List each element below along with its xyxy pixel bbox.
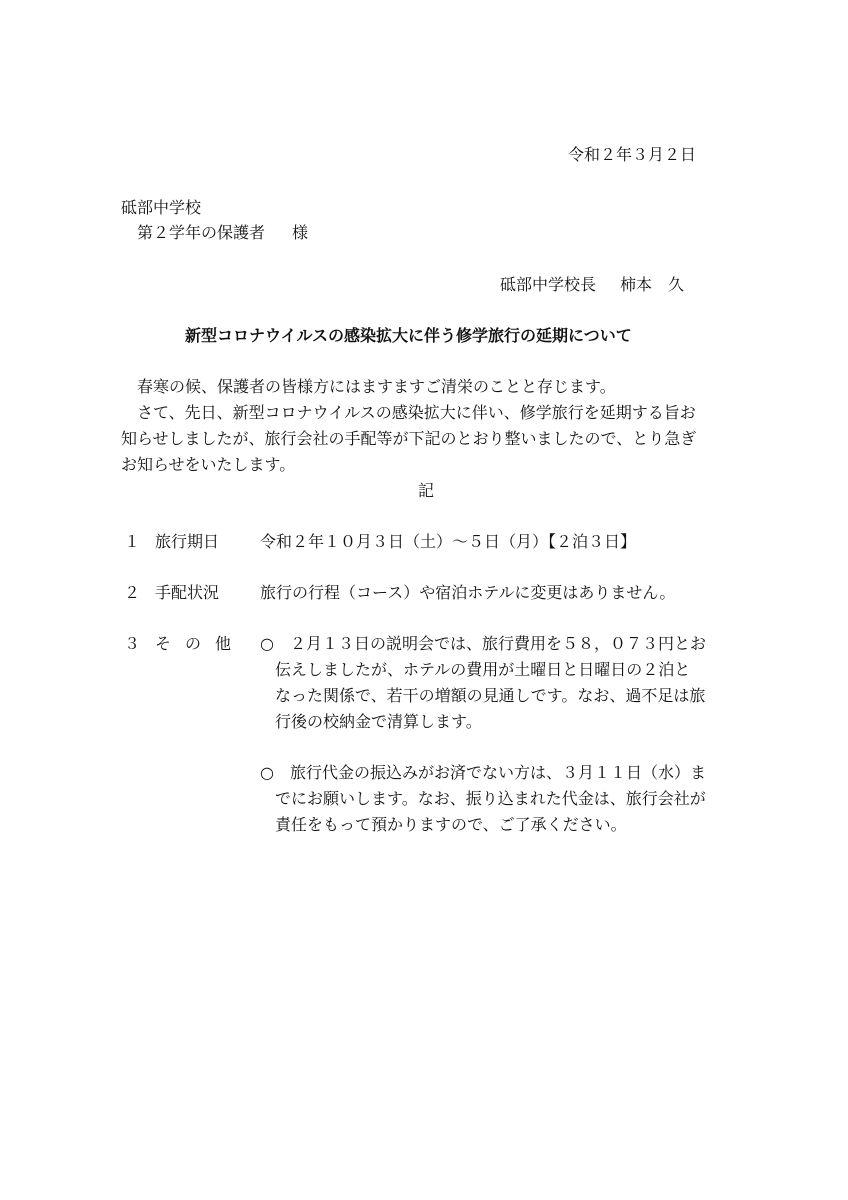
- note-line: なった関係で、若干の増額の見通しです。なお、過不足は旅: [275, 686, 706, 705]
- note-line: ○ ２月１３日の説明会では、旅行費用を５８，０７３円とお: [260, 634, 706, 653]
- body-line: 春寒の候、保護者の皆様方にはますますご清栄のことと存じます。: [137, 377, 616, 396]
- sender-name: 柿本 久: [620, 275, 685, 294]
- item-label-arrangements: 手配状況: [155, 583, 220, 602]
- note-line: でにお願いします。なお、振り込まれた代金は、旅行会社が: [275, 789, 706, 808]
- document-date: 令和２年３月２日: [568, 145, 697, 164]
- body-line: 知らせしましたが、旅行会社の手配等が下記のとおり整いましたので、とり急ぎ: [121, 429, 697, 448]
- recipient-parents: 第２学年の保護者: [137, 223, 266, 242]
- note-line: 責任をもって預かりますので、ご了承ください。: [275, 815, 627, 834]
- body-line: さて、先日、新型コロナウイルスの感染拡大に伴い、修学旅行を延期する旨お: [137, 403, 696, 422]
- item-label-travel-dates: 旅行期日: [155, 532, 220, 551]
- note-line: 伝えしましたが、ホテルの費用が土曜日と日曜日の２泊と: [275, 660, 691, 679]
- note-line: 行後の校納金で清算します。: [275, 712, 482, 731]
- ki-heading: 記: [418, 481, 435, 500]
- body-line: お知らせをいたします。: [121, 455, 296, 474]
- recipient-honorific: 様: [292, 223, 309, 242]
- recipient-school: 砥部中学校: [121, 198, 202, 217]
- item-value-arrangements: 旅行の行程（コース）や宿泊ホテルに変更はありません。: [260, 583, 676, 602]
- item-number: ２: [124, 583, 141, 602]
- item-number: ３: [124, 634, 141, 653]
- sender-title: 砥部中学校長: [500, 275, 597, 294]
- item-label-other: その他: [155, 634, 246, 653]
- item-value-travel-dates: 令和２年１０月３日（土）～５日（月）【２泊３日】: [260, 532, 637, 551]
- note-line: ○ 旅行代金の振込みがお済でない方は、３月１１日（水）ま: [260, 763, 706, 782]
- item-number: １: [124, 532, 141, 551]
- document-title: 新型コロナウイルスの感染拡大に伴う修学旅行の延期について: [185, 326, 632, 345]
